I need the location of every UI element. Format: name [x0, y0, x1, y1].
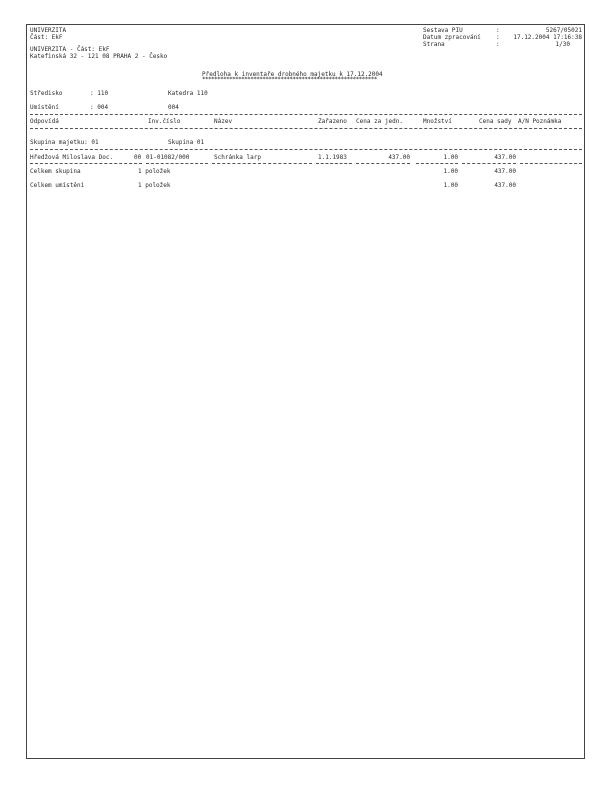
page-number: 1/30 — [555, 41, 570, 48]
totals-rule — [356, 163, 410, 164]
group-rule — [30, 149, 582, 150]
col-inv: Inv.číslo — [148, 118, 181, 125]
report-label: Sestava PIU — [423, 27, 463, 34]
processing-date: 17.12.2004 17:16:38 — [513, 34, 582, 41]
row-inventory-number: 01-01082/000 — [146, 154, 190, 161]
org-address: Katefinská 32 - 121 08 PRAHA 2 - Česko — [30, 53, 168, 60]
colon: : — [496, 27, 500, 34]
totals-rule — [212, 163, 312, 164]
row-responsible: Hředžová Miloslava Doc. — [30, 154, 114, 161]
col-cena-jedn: Cena za jedn. — [356, 118, 403, 125]
col-odpovida: Odpovídá — [30, 118, 59, 125]
colon: : — [496, 41, 500, 48]
org-part: Část: EkF — [30, 34, 63, 41]
location-total-price: 437.00 — [494, 182, 516, 189]
colon: : — [496, 34, 500, 41]
totals-rule — [462, 163, 516, 164]
location-code: 004 — [168, 104, 179, 111]
row-set-price: 437.00 — [494, 154, 516, 161]
totals-rule — [30, 163, 142, 164]
location-total-quantity: 1.00 — [443, 182, 458, 189]
group-name: Skupina 01 — [168, 139, 205, 146]
col-zarazeno: Zařazeno — [318, 118, 347, 125]
group-total-count: 1 položek — [138, 168, 171, 175]
totals-rule — [146, 163, 208, 164]
date-label: Datum zpracování — [423, 34, 481, 41]
org-name: UNIVERZITA — [30, 27, 67, 34]
totals-rule — [520, 163, 582, 164]
report-id: 5267/05021 — [545, 27, 582, 34]
totals-rule — [416, 163, 458, 164]
location-value: : 004 — [90, 104, 109, 111]
row-date: 1.1.1983 — [318, 154, 347, 161]
location-total-label: Celkem umístění — [30, 182, 85, 189]
group-total-label: Celkem skupina — [30, 168, 81, 175]
report-page — [26, 24, 585, 759]
group-label: Skupina majetku: 01 — [30, 139, 99, 146]
row-quantity: 1.00 — [443, 154, 458, 161]
col-mnozstvi: Množství — [423, 118, 452, 125]
cost-center-label: Středisko — [30, 90, 63, 97]
report-title: Předloha k inventaře drobného majetku k 17.12.2004 — [202, 71, 383, 78]
org-full: UNIVERZITA - Část: EkF — [30, 46, 110, 53]
totals-rule — [316, 163, 352, 164]
row-code: 00 — [134, 154, 142, 161]
title-underline: ********************************************************** — [202, 76, 377, 83]
header-rule-bottom — [30, 128, 582, 129]
cost-center-value: : 110 — [90, 90, 109, 97]
col-cena-sady: Cena sady — [479, 118, 512, 125]
department: Katedra 110 — [168, 90, 208, 97]
page-label: Strana — [423, 41, 445, 48]
col-nazev: Název — [214, 118, 233, 125]
row-name: Schránka larp — [214, 154, 261, 161]
location-total-count: 1 položek — [138, 182, 171, 189]
group-total-price: 437.00 — [494, 168, 516, 175]
group-total-quantity: 1.00 — [443, 168, 458, 175]
header-rule-top — [30, 114, 582, 115]
location-label: Umístění — [30, 104, 59, 111]
row-unit-price: 437.00 — [388, 154, 410, 161]
col-an-poznamka: A/N Poznámka — [518, 118, 562, 125]
